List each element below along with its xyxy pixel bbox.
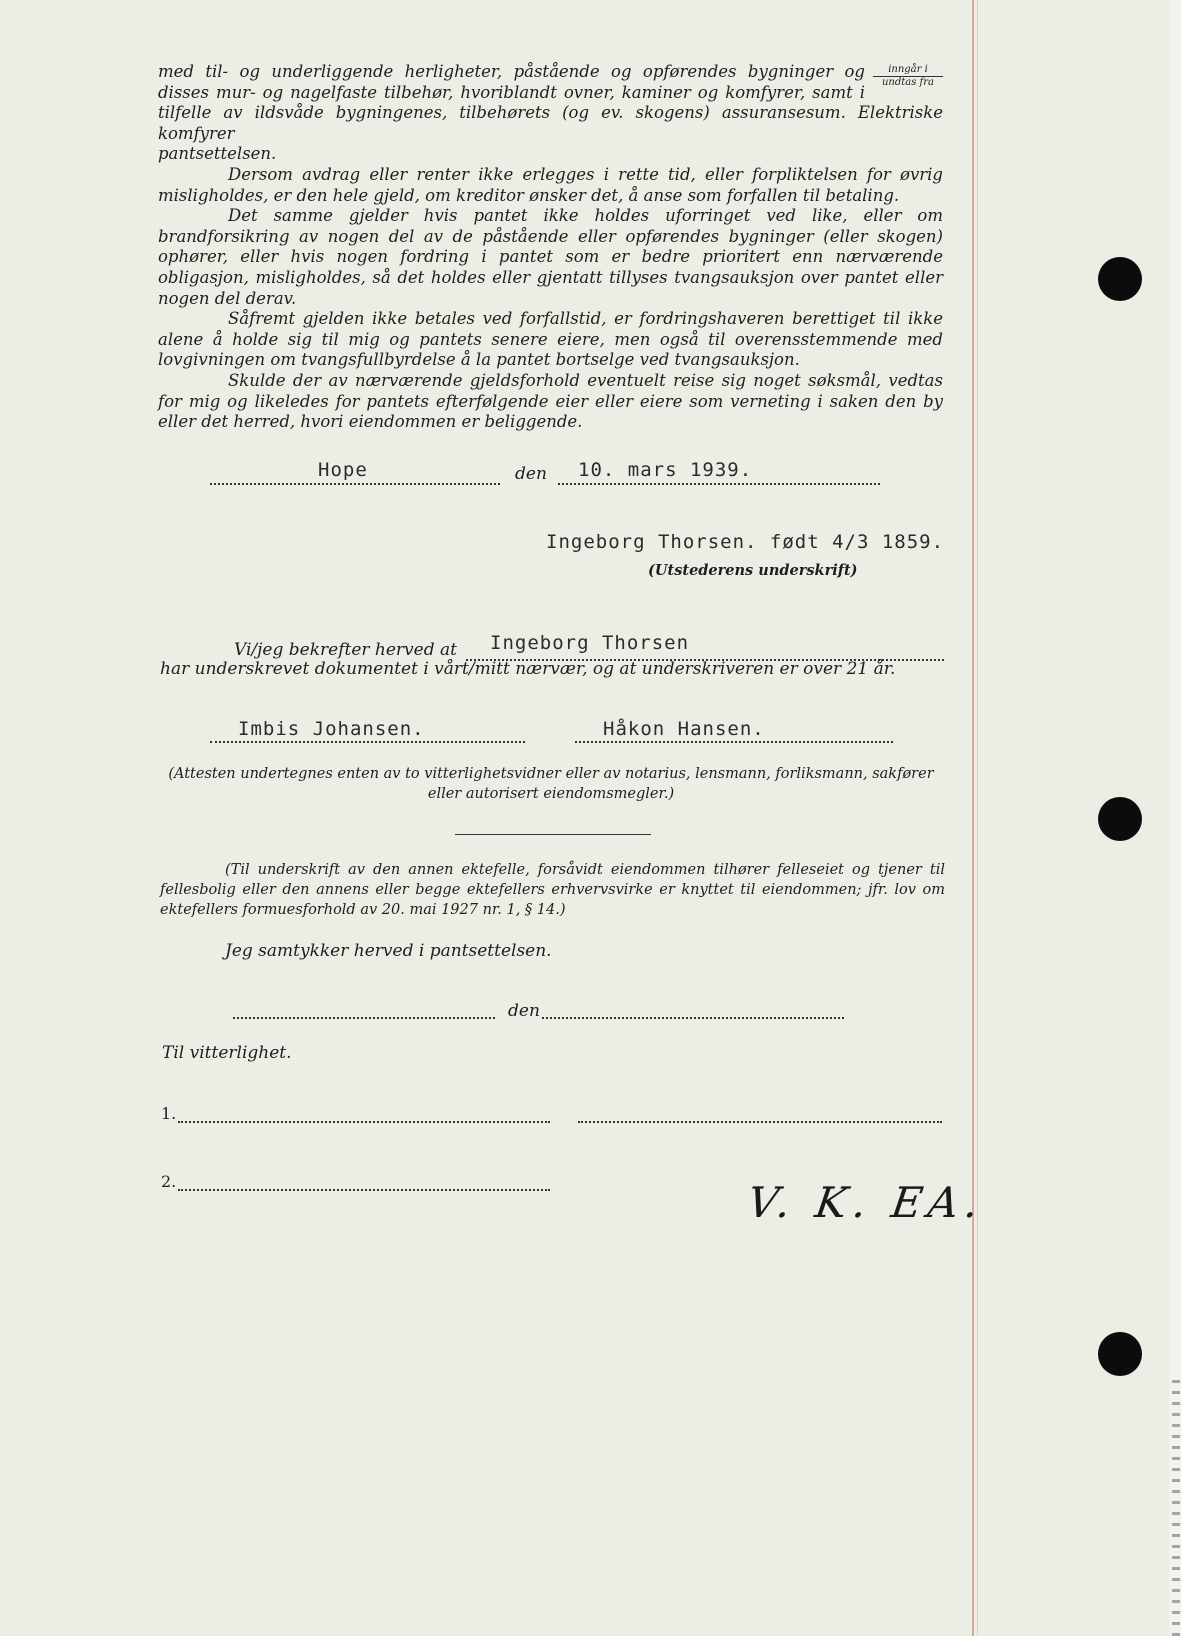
issuer-signature: Ingeborg Thorsen. født 4/3 1859.: [546, 531, 945, 553]
margin-rule: [972, 0, 974, 1636]
margin-rule-secondary: [977, 0, 978, 1636]
date-value: 10. mars 1939.: [578, 459, 753, 481]
signer-name: Ingeborg Thorsen: [490, 632, 690, 654]
attestation-note: (Attesten undertegnes enten av to vitterlighetsvidner eller av notarius, lensmann, forliksmann, sakfører eller autorisert eiendomsmegler.): [168, 766, 934, 802]
section-divider: [455, 834, 651, 835]
confirmation-line2: har underskrevet dokumentet i vårt/mitt nærvær, og at underskriveren er over 21 år.: [160, 659, 896, 679]
witness-number-2: 2.: [161, 1172, 177, 1191]
punch-hole: [1098, 1332, 1142, 1376]
punch-hole: [1098, 797, 1142, 841]
consent-text: Jeg samtykker herved i pantsettelsen.: [225, 941, 552, 961]
witness2-dotted-line: [575, 740, 893, 743]
side-note: inngår i undtas fra: [873, 64, 943, 89]
til-vitterlighet: Til vitterlighet.: [162, 1043, 292, 1063]
witness-line-2a: [178, 1188, 550, 1191]
paragraph-5: Skulde der av nærværende gjeldsforhold eventuelt reise sig noget søksmål, vedtas for mig og likeledes for pantets efterfølgende eier eller eiere som verneting i saken den by eller det herred, hvori eiendommen er beliggende.: [158, 370, 943, 432]
consent-den-label: den: [508, 1001, 540, 1021]
witness1-name: Imbis Johansen.: [238, 718, 425, 740]
witness-number-1: 1.: [161, 1104, 177, 1123]
edge-marks: [1172, 1380, 1180, 1636]
consent-place-line: [233, 1016, 495, 1019]
place-value: Hope: [318, 459, 368, 481]
witness-line-1a: [178, 1120, 550, 1123]
legal-text: [158, 62, 943, 433]
paragraph-2: Dersom avdrag eller renter ikke erlegges i rette tid, eller forpliktelsen for øvrig misligholdes, er den hele gjeld, om kreditor ønsker det, å anse som forfallen til betaling.: [158, 164, 943, 205]
paragraph-1: inngår i undtas fra med til- og underliggende herligheter, påstående og opførendes bygninger og disses mur- og nagelfaste tilbehør, hvoriblandt ovner, kaminer og komfyrer, samt i tilfelle av ildsvåde bygningenes, tilbehørets (og ev. skogens) assuransesum. Elektriske komfyrer: [158, 62, 943, 143]
spouse-note: (Til underskrift av den annen ektefelle, forsåvidt eiendommen tilhører felleseiet og tjener til fellesbolig eller den annens eller begge ektefellers erhvervsvirke er knyttet til eiendommen; jfr. lov om ektefellers formuesforhold av 20. mai 1927 nr. 1, § 14.): [160, 862, 945, 918]
witness1-dotted-line: [210, 740, 525, 743]
confirmation-prefix: Vi/jeg bekrefter herved at: [234, 640, 457, 660]
place-dotted-line: [210, 482, 500, 485]
handwritten-initials: V. K. EA.: [744, 1178, 988, 1227]
den-label: den: [515, 464, 547, 484]
issuer-caption: (Utstederens underskrift): [648, 562, 858, 579]
consent-date-line: [542, 1016, 844, 1019]
paragraph-1-end: pantsettelsen.: [158, 144, 277, 164]
witness-line-1b: [578, 1120, 942, 1123]
punch-hole: [1098, 257, 1142, 301]
paragraph-4: Såfremt gjelden ikke betales ved forfallstid, er fordringshaveren berettiget til ikke alene å holde sig til mig og pantets senere eiere, men også til overensstemmende med lovgivningen om tvangsfullbyrdelse å la pantet bortselge ved tvangsauksjon.: [158, 309, 943, 370]
witness2-name: Håkon Hansen.: [603, 718, 765, 740]
date-dotted-line: [558, 482, 880, 485]
paragraph-3: Det samme gjelder hvis pantet ikke holdes uforringet ved like, eller om brandforsikring av nogen del av de påstående eller opførendes bygninger (eller skogen) ophører, eller hvis nogen fordring i pantet som er bedre prioritert enn nærværende obligasjon, misligholdes, så det holdes eller gjentatt tillyses tvangsauksjon over pantet eller nogen del derav.: [158, 206, 943, 308]
